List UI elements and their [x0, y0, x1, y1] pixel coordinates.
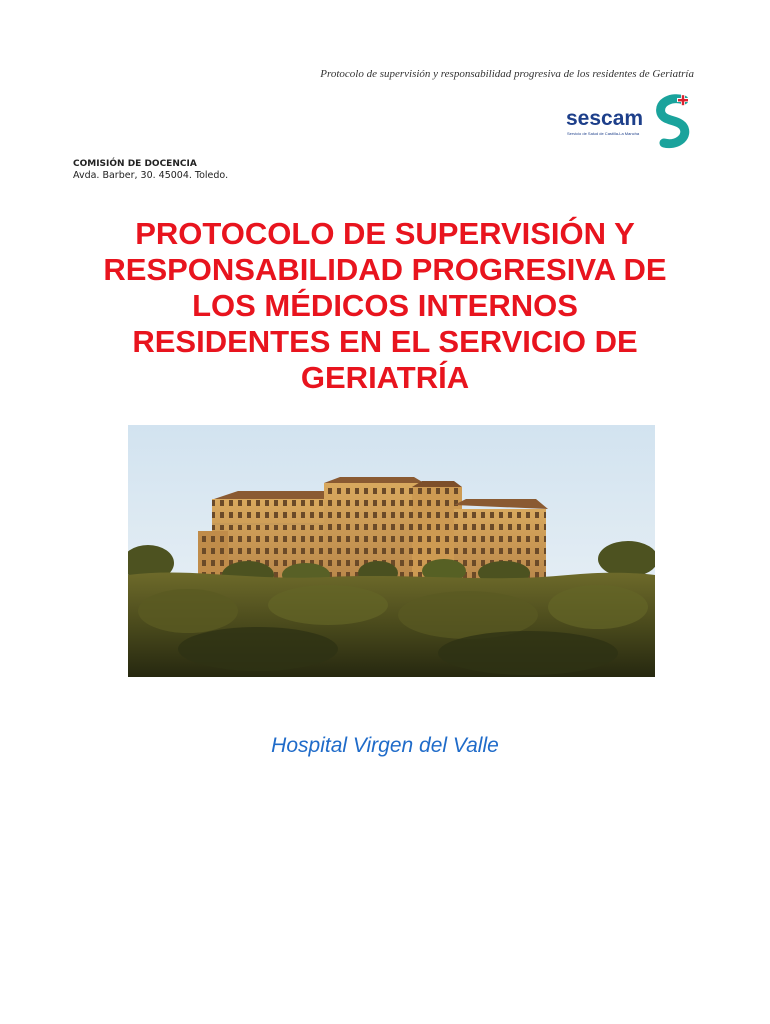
- title-line: RESPONSABILIDAD PROGRESIVA DE: [103, 252, 667, 287]
- logo-wordmark: sescam: [566, 107, 644, 130]
- photo-caption: Hospital Virgen del Valle: [271, 734, 499, 757]
- title-line: PROTOCOLO DE SUPERVISIÓN Y: [135, 216, 635, 251]
- hospital-photo: [128, 425, 655, 677]
- title-line: RESIDENTES EN EL SERVICIO DE: [132, 324, 638, 359]
- sescam-s-cross-icon: [654, 94, 694, 150]
- sescam-logo: [562, 94, 702, 154]
- committee-name: COMISIÓN DE DOCENCIA: [73, 159, 197, 169]
- logo-tagline: Servicio de Salud de Castilla-La Mancha: [567, 131, 640, 136]
- document-title: [40, 216, 730, 396]
- committee-address: Avda. Barber, 30. 45004. Toledo.: [73, 170, 229, 181]
- title-line: GERIATRÍA: [300, 360, 470, 395]
- title-line: LOS MÉDICOS INTERNOS: [192, 288, 578, 323]
- running-header: Protocolo de supervisión y responsabilidad progresiva de los residentes de Geriatría: [320, 68, 694, 80]
- committee-block: [73, 158, 228, 182]
